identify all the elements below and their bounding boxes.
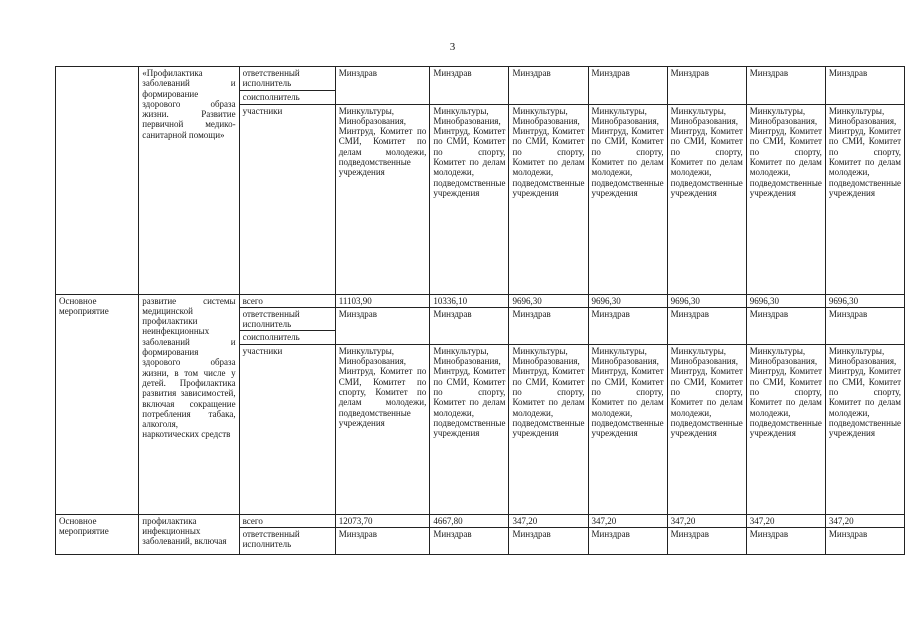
responsible-cell: Минздрав [335, 528, 430, 555]
responsible-cell: Минздрав [667, 528, 746, 555]
responsible-cell: Минздрав [588, 307, 667, 344]
total-value-cell: 347,20 [746, 514, 825, 527]
participants-cell: Минкультуры, Минобразования, Минтруд, Комитет по СМИ, Комитет по спорту, Комитет по делам молодежи, подведомственные учреждения [430, 344, 509, 514]
responsible-cell: Минздрав [746, 307, 825, 344]
responsible-cell: Минздрав [825, 67, 904, 105]
total-value-cell: 10336,10 [430, 294, 509, 307]
responsible-cell: Минздрав [667, 307, 746, 344]
total-value-cell: 9696,30 [746, 294, 825, 307]
participants-cell: Минкультуры, Минобразования, Минтруд, Комитет по СМИ, Комитет по спорту, Комитет по делам молодежи, подведомственные учреждения [335, 344, 430, 514]
total-value-cell: 9696,30 [667, 294, 746, 307]
responsible-cell: Минздрав [509, 67, 588, 105]
responsible-cell: Минздрав [825, 528, 904, 555]
total-value-cell: 9696,30 [825, 294, 904, 307]
responsible-cell: Минздрав [588, 528, 667, 555]
participants-cell: Минкультуры, Минобразования, Минтруд, Комитет по СМИ, Комитет по спорту, Комитет по делам молодежи, подведомственные учреждения [509, 344, 588, 514]
role-label-cell: всего [239, 514, 335, 527]
total-value-cell: 347,20 [588, 514, 667, 527]
responsible-cell: Минздрав [509, 528, 588, 555]
event-type-cell [56, 67, 139, 295]
responsible-cell: Минздрав [335, 307, 430, 344]
participants-cell: Минкультуры, Минобразования, Минтруд, Комитет по СМИ, Комитет по спорту, Комитет по делам молодежи, подведомственные учреждения [588, 344, 667, 514]
participants-cell: Минкультуры, Минобразования, Минтруд, Комитет по СМИ, Комитет по спорту, Комитет по делам молодежи, подведомственные учреждения [667, 104, 746, 294]
event-name-cell: «Профилактика заболеваний и формирование здорового образа жизни. Развитие первичной медико-санитарной помощи» [139, 67, 239, 295]
participants-cell: Минкультуры, Минобразования, Минтруд, Комитет по СМИ, Комитет по делам молодежи, подведомственные учреждения [335, 104, 430, 294]
event-name-cell: профилактика инфекционных заболеваний, включая [139, 514, 239, 554]
role-label-cell: соисполнитель [239, 331, 335, 344]
table-row [56, 294, 905, 307]
total-value-cell: 9696,30 [509, 294, 588, 307]
role-label-cell: соисполнитель [239, 90, 335, 104]
responsible-cell: Минздрав [430, 528, 509, 555]
total-value-cell: 347,20 [667, 514, 746, 527]
role-label-cell: участники [239, 104, 335, 294]
total-value-cell: 347,20 [825, 514, 904, 527]
total-value-cell: 4667,80 [430, 514, 509, 527]
participants-cell: Минкультуры, Минобразования, Минтруд, Комитет по СМИ, Комитет по спорту, Комитет по делам молодежи, подведомственные учреждения [667, 344, 746, 514]
participants-cell: Минкультуры, Минобразования, Минтруд, Комитет по СМИ, Комитет по спорту, Комитет по делам молодежи, подведомственные учреждения [746, 344, 825, 514]
total-value-cell: 12073,70 [335, 514, 430, 527]
role-label-cell: ответственный исполнитель [239, 528, 335, 555]
role-label-cell: всего [239, 294, 335, 307]
participants-cell: Минкультуры, Минобразования, Минтруд, Комитет по СМИ, Комитет по спорту, Комитет по делам молодежи, подведомственные учреждения [588, 104, 667, 294]
participants-cell: Минкультуры, Минобразования, Минтруд, Комитет по СМИ, Комитет по спорту, Комитет по делам молодежи, подведомственные учреждения [509, 104, 588, 294]
responsible-cell: Минздрав [667, 67, 746, 105]
responsible-cell: Минздрав [430, 307, 509, 344]
participants-cell: Минкультуры, Минобразования, Минтруд, Комитет по СМИ, Комитет по спорту, Комитет по делам молодежи, подведомственные учреждения [430, 104, 509, 294]
responsible-cell: Минздрав [746, 67, 825, 105]
role-label-cell: ответственный исполнитель [239, 67, 335, 91]
table-row [56, 67, 905, 91]
table-row [56, 514, 905, 527]
total-value-cell: 347,20 [509, 514, 588, 527]
participants-cell: Минкультуры, Минобразования, Минтруд, Комитет по СМИ, Комитет по спорту, Комитет по делам молодежи, подведомственные учреждения [825, 104, 904, 294]
responsible-cell: Минздрав [825, 307, 904, 344]
responsible-cell: Минздрав [588, 67, 667, 105]
program-table [55, 66, 905, 555]
event-name-cell: развитие системы медицинской профилактики неинфекционных заболеваний и формирования здорового образа жизни, в том числе у детей. Профилактика развития зависимостей, включая сокращение потребления табака, алкоголя, наркотических средств [139, 294, 239, 514]
page-number: 3 [449, 41, 456, 53]
participants-cell: Минкультуры, Минобразования, Минтруд, Комитет по СМИ, Комитет по спорту, Комитет по делам молодежи, подведомственные учреждения [746, 104, 825, 294]
total-value-cell: 9696,30 [588, 294, 667, 307]
event-type-cell: Основное мероприятие [56, 514, 139, 554]
event-type-cell: Основное мероприятие [56, 294, 139, 514]
total-value-cell: 11103,90 [335, 294, 430, 307]
role-label-cell: участники [239, 344, 335, 514]
participants-cell: Минкультуры, Минобразования, Минтруд, Комитет по СМИ, Комитет по спорту, Комитет по делам молодежи, подведомственные учреждения [825, 344, 904, 514]
responsible-cell: Минздрав [746, 528, 825, 555]
role-label-cell: ответственный исполнитель [239, 307, 335, 331]
responsible-cell: Минздрав [335, 67, 430, 105]
responsible-cell: Минздрав [430, 67, 509, 105]
responsible-cell: Минздрав [509, 307, 588, 344]
